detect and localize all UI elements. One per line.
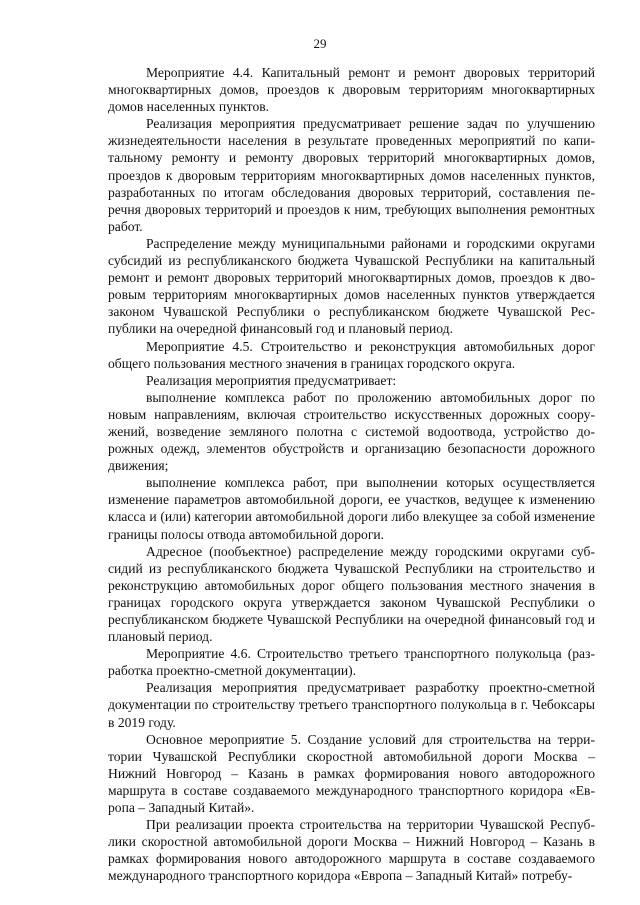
paragraph-measure-4-5-item-reconstruction: выполнение комплекса работ, при выполнении которых осуществляется изменение параметров автомобильной дороги, ее участков, ведущее к изменению класса и (или) категории автомобильной дороги либо влекущее за собой изменение границы полосы отвода автомобильной дороги. [108,475,595,542]
paragraph-main-measure-5-implementation: При реализации проекта строительства на территории Чувашской Республики скоростной автомобильной дороги Москва – Нижний Новгород – Казань в рамках формирования нового автодорожного маршрута в составе создаваемого международного транспортного коридора «Европа – Западный Китай» потребу- [108,817,595,884]
paragraph-measure-4-5-title: Мероприятие 4.5. Строительство и реконструкция автомобильных дорог общего пользования местного значения в границах городского округа. [108,338,595,371]
paragraph-measure-4-6-title: Мероприятие 4.6. Строительство третьего транспортного полукольца (разработка проектно-сметной документации). [108,646,595,679]
paragraph-measure-4-6-implementation: Реализация мероприятия предусматривает разработку проектно-сметной документации по строительству третьего транспортного полукольца в г. Чебоксары в 2019 году. [108,680,595,730]
paragraph-measure-4-4-implementation: Реализация мероприятия предусматривает решение задач по улучшению жизнедеятельности населения в результате проведенных мероприятий по капитальному ремонту и ремонту дворовых территорий многоквартирных домов, проездов к дворовым территориям многоквартирных домов населенных пунктов, разработанных по итогам обследования дворовых территорий, составления перечня дворовых территорий и проездов к ним, требующих выполнения ремонтных работ. [108,116,595,234]
paragraph-measure-4-5-subsidies: Адресное (пообъектное) распределение между городскими округами субсидий из республиканского бюджета Чувашской Республики на строительство и реконструкцию автомобильных дорог общего пользования местного значения в границах городского округа утверждается законом Чувашской Республики о республиканском бюджете Чувашской Республики на очередной финансовый год и плановый период. [108,543,595,645]
paragraph-measure-4-5-item-new-roads: выполнение комплекса работ по проложению автомобильных дорог по новым направлениям, включая строительство искусственных дорожных сооружений, возведение земляного полотна с системой водоотвода, устройство дорожных одежд, элементов обустройств и организацию безопасности дорожного движения; [108,389,595,474]
page-number: 29 [313,36,327,51]
paragraph-measure-4-4-subsidies: Распределение между муниципальными районами и городскими округами субсидий из республиканского бюджета Чувашской Республики на капитальный ремонт и ремонт дворовых территорий многоквартирных домов, проездов к дворовым территориям многоквартирных домов населенных пунктов утверждается законом Чувашской Республики о республиканском бюджете Чувашской Республики на очередной финансовый год и плановый период. [108,235,595,337]
paragraph-measure-4-4-title: Мероприятие 4.4. Капитальный ремонт и ремонт дворовых территорий многоквартирных домов, проездов к дворовым территориям многоквартирных домов населенных пунктов. [108,65,595,115]
page-body [108,64,595,885]
paragraph-measure-4-5-intro: Реализация мероприятия предусматривает: [146,372,397,388]
paragraph-main-measure-5-title: Основное мероприятие 5. Создание условий для строительства на территории Чувашской Республики скоростной автомобильной дороги Москва – Нижний Новгород – Казань в рамках формирования нового автодорожного маршрута в составе создаваемого международного транспортного коридора «Европа – Западный Китай». [108,731,595,816]
